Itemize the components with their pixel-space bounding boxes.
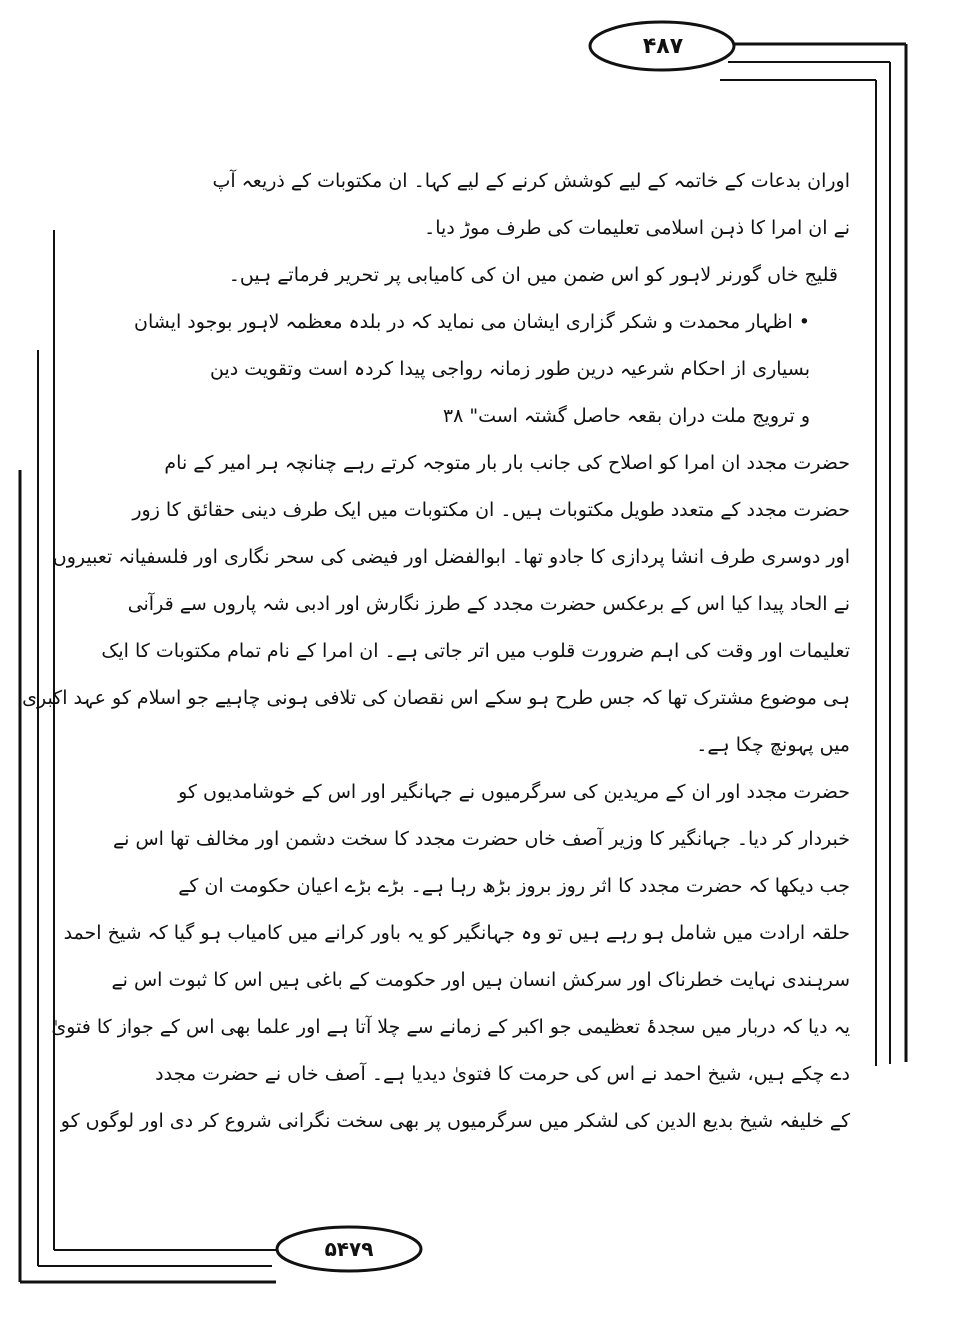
text-line: دے چکے ہیں، شیخ احمد نے اس کی حرمت کا فتویٰ دیدیا ہے۔ آصف خاں نے حضرت مجدد <box>155 1063 850 1085</box>
quote-line: • اظہار محمدت و شکر گزاری ایشان می نماید کہ در بلدہ معظمہ لاہور بوجود ایشان <box>134 311 810 333</box>
quote-line: و ترویج ملت دران بقعہ حاصل گشتہ است" ۳۸ <box>442 405 810 427</box>
text-line: نے ان امرا کا ذہن اسلامی تعلیمات کی طرف موڑ دیا۔ <box>424 217 850 239</box>
text-line: حلقہ ارادت میں شامل ہو رہے ہیں تو وہ جہانگیر کو یہ باور کرانے میں کامیاب ہو گیا کہ شیخ احمد <box>63 922 850 944</box>
quote-line: بسیاری از احکام شرعیہ درین طور زمانہ رواجی پیدا کردہ است وتقویت دین <box>210 358 810 380</box>
text-line: حضرت مجدد اور ان کے مریدین کی سرگرمیوں نے جہانگیر اور اس کے خوشامدیوں کو <box>178 781 850 803</box>
text-line: یہ دیا کہ دربار میں سجدۂ تعظیمی جو اکبر کے زمانے سے چلا آتا ہے اور علما بھی اس کے جواز کا فتویٰ <box>51 1016 850 1038</box>
text-line: سرہندی نہایت خطرناک اور سرکش انسان ہیں اور حکومت کے باغی ہیں اس کا ثبوت اس نے <box>111 969 850 991</box>
text-line: تعلیمات اور وقت کی اہم ضرورت قلوب میں اتر جاتی ہے۔ ان امرا کے نام تمام مکتوبات کا ایک <box>101 640 850 662</box>
text-line: اوران بدعات کے خاتمہ کے لیے کوشش کرنے کے لیے کہا۔ ان مکتوبات کے ذریعہ آپ <box>212 170 850 192</box>
text-line: میں پہونچ چکا ہے۔ <box>696 734 850 756</box>
text-line: ہی موضوع مشترک تھا کہ جس طرح ہو سکے اس نقصان کی تلافی ہونی چاہیے جو اسلام کو عہد اکبری <box>22 687 850 709</box>
body-text <box>22 158 850 1145</box>
top-page-number: ۴۸۷ <box>642 33 684 59</box>
text-line: نے الحاد پیدا کیا اس کے برعکس حضرت مجدد کے طرز نگارش اور ادبی شہ پاروں سے قرآنی <box>127 593 850 615</box>
text-line: قلیج خاں گورنر لاہور کو اس ضمن میں ان کی کامیابی پر تحریر فرماتے ہیں۔ <box>228 264 838 286</box>
text-line: حضرت مجدد کے متعدد طویل مکتوبات ہیں۔ ان مکتوبات میں ایک طرف دینی حقائق کا زور <box>132 499 850 521</box>
text-line: خبردار کر دیا۔ جہانگیر کا وزیر آصف خاں حضرت مجدد کا سخت دشمن اور مخالف تھا اس نے <box>113 828 850 850</box>
text-line: اور دوسری طرف انشا پردازی کا جادو تھا۔ ابوالفضل اور فیضی کی سحر نگاری اور فلسفیانہ تعبیروں <box>52 546 850 568</box>
text-line: جب دیکھا کہ حضرت مجدد کا اثر روز بروز بڑھ رہا ہے۔ بڑے بڑے اعیان حکومت ان کے <box>178 875 850 897</box>
text-line: حضرت مجدد ان امرا کو اصلاح کی جانب بار بار متوجہ کرتے رہے چنانچہ ہر امیر کے نام <box>164 452 850 474</box>
bottom-page-number: ۵۴۷۹ <box>324 1237 374 1261</box>
text-line: کے خلیفہ شیخ بدیع الدین کی لشکر میں سرگرمیوں پر بھی سخت نگرانی شروع کر دی اور لوگوں کو <box>60 1110 850 1132</box>
